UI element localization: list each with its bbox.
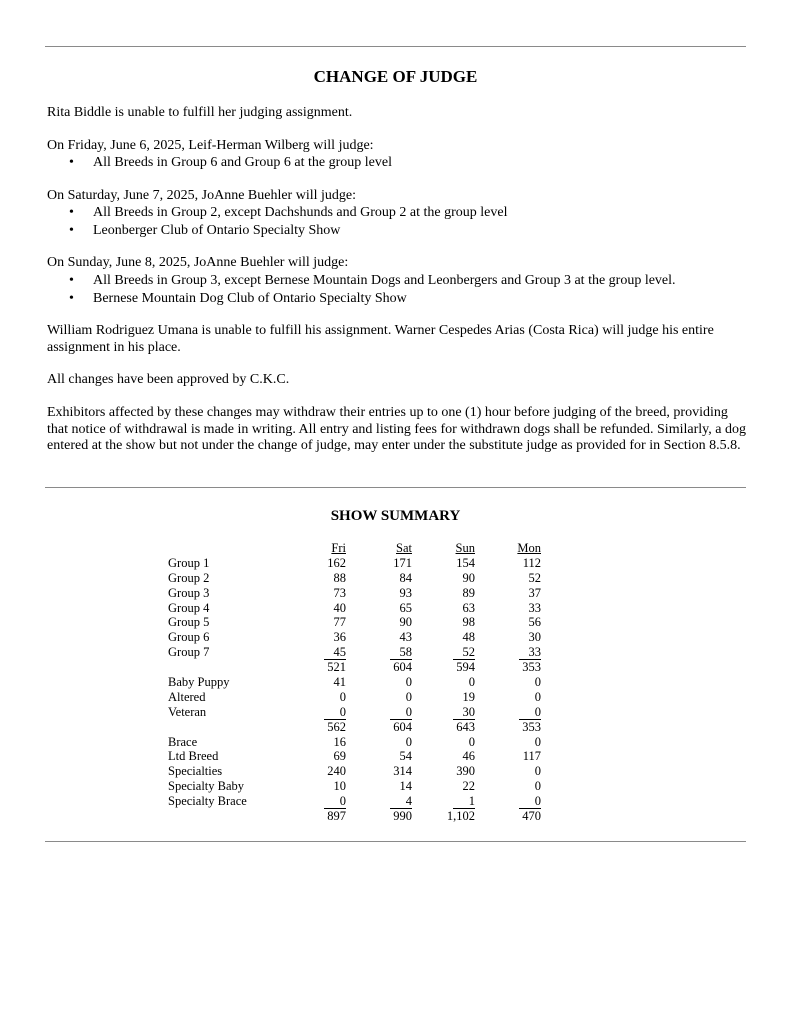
- subtotal-row: [168, 720, 548, 735]
- table-cell: 0: [405, 734, 412, 749]
- table-cell: 0: [324, 795, 346, 809]
- table-cell: 112: [522, 555, 541, 570]
- table-cell: 562: [327, 719, 346, 734]
- table-cell: 314: [393, 764, 412, 779]
- sunday-heading: On Sunday, June 8, 2025, JoAnne Buehler will judge:: [47, 255, 349, 270]
- table-row: [168, 675, 548, 690]
- table-cell: 162: [327, 555, 346, 570]
- table-row: [168, 615, 548, 630]
- table-cell: 36: [333, 630, 346, 645]
- table-cell: 4: [390, 795, 412, 809]
- column-header-fri: Fri: [331, 541, 346, 555]
- row-label: Specialty Brace: [168, 794, 247, 809]
- table-cell: 73: [333, 585, 346, 600]
- row-label: Veteran: [168, 704, 207, 719]
- exhibitors-paragraph: Exhibitors affected by these changes may withdraw their entries up to one (1) hour before judging of the breed, providing that notice of withdrawal is made in writing. All entry and listing fees for withdrawn dogs shall be refunded. Similarly, a dog entered at the show but not under the change of judge, may enter under the substitute judge as provided for in Section 8.5.8.: [47, 405, 746, 453]
- saturday-list: [47, 204, 507, 239]
- table-row: [168, 764, 548, 779]
- table-cell: 594: [456, 660, 475, 675]
- row-label: Group 6: [168, 630, 210, 645]
- table-cell-wrapper: [509, 794, 541, 809]
- table-cell: 0: [339, 689, 346, 704]
- row-label: Altered: [168, 689, 206, 704]
- subtotal-row: [168, 660, 548, 675]
- table-cell: 16: [333, 734, 346, 749]
- table-cell: 46: [462, 749, 475, 764]
- row-label: Group 2: [168, 570, 210, 585]
- table-cell: 19: [462, 689, 475, 704]
- table-cell: 897: [327, 809, 346, 824]
- table-cell: 171: [393, 555, 412, 570]
- table-cell: 240: [327, 764, 346, 779]
- table-row: [168, 749, 548, 764]
- table-cell: 0: [534, 734, 541, 749]
- table-cell: 52: [528, 570, 541, 585]
- table-cell-wrapper: [318, 794, 346, 809]
- table-cell: 14: [399, 779, 412, 794]
- table-cell: 98: [462, 615, 475, 630]
- table-row: [168, 735, 548, 750]
- table-cell: 56: [528, 615, 541, 630]
- list-item: • All Breeds in Group 3, except Bernese Mountain Dogs and Leonbergers and Group 3 at the group level.: [47, 272, 676, 290]
- table-cell: 33: [519, 646, 541, 660]
- table-cell: 93: [399, 585, 412, 600]
- column-header-sun: Sun: [455, 541, 475, 555]
- table-cell: 521: [327, 660, 346, 675]
- table-cell: 54: [399, 749, 412, 764]
- table-cell: 0: [390, 706, 412, 720]
- table-cell-wrapper: [442, 794, 475, 809]
- table-cell: 88: [333, 570, 346, 585]
- table-row: [168, 690, 548, 705]
- sunday-list: [47, 272, 676, 307]
- table-cell: 40: [333, 600, 346, 615]
- table-cell: 65: [399, 600, 412, 615]
- table-cell: 0: [534, 764, 541, 779]
- approval-paragraph: All changes have been approved by C.K.C.: [47, 372, 290, 387]
- table-cell: 0: [534, 675, 541, 690]
- table-row: [168, 645, 548, 660]
- table-cell: 48: [462, 630, 475, 645]
- row-label: Ltd Breed: [168, 749, 219, 764]
- table-cell-wrapper: [442, 645, 475, 660]
- friday-list: [47, 154, 392, 172]
- row-label: Group 5: [168, 615, 210, 630]
- table-row: [168, 556, 548, 571]
- table-cell: 470: [522, 809, 541, 824]
- row-label: Brace: [168, 734, 198, 749]
- list-item: • Leonberger Club of Ontario Specialty Show: [47, 222, 507, 240]
- table-cell: 990: [393, 809, 412, 824]
- table-cell: 154: [456, 555, 475, 570]
- row-label: Group 1: [168, 555, 210, 570]
- table-row: [168, 601, 548, 616]
- summary-rows: [168, 556, 548, 824]
- table-cell: 0: [468, 675, 475, 690]
- table-cell-wrapper: [509, 645, 541, 660]
- table-row: [168, 586, 548, 601]
- table-cell: 89: [462, 585, 475, 600]
- row-label: Specialty Baby: [168, 779, 245, 794]
- table-cell: 0: [519, 795, 541, 809]
- saturday-heading: On Saturday, June 7, 2025, JoAnne Buehler will judge:: [47, 188, 356, 203]
- table-cell-wrapper: [442, 705, 475, 720]
- column-header-mon: Mon: [517, 541, 541, 555]
- table-cell: 604: [393, 660, 412, 675]
- summary-title: SHOW SUMMARY: [330, 508, 461, 524]
- table-cell: 30: [453, 706, 475, 720]
- show-summary-table: [168, 541, 548, 824]
- column-header-sat: Sat: [396, 541, 412, 555]
- table-cell: 353: [522, 660, 541, 675]
- william-paragraph: William Rodriguez Umana is unable to fulfill his assignment. Warner Cespedes Arias (Costa Rica) will judge his entire assignment in his place.: [47, 323, 714, 355]
- friday-heading: On Friday, June 6, 2025, Leif-Herman Wilberg will judge:: [47, 138, 374, 153]
- bottom-divider: [45, 841, 746, 842]
- summary-header-row: [168, 541, 548, 556]
- table-cell-wrapper: [509, 705, 541, 720]
- table-cell: 1,102: [446, 809, 475, 824]
- table-row: [168, 571, 548, 586]
- row-label: Group 3: [168, 585, 210, 600]
- row-label: Baby Puppy: [168, 675, 230, 690]
- table-cell-wrapper: [382, 645, 412, 660]
- list-item: • Bernese Mountain Dog Club of Ontario Specialty Show: [47, 290, 676, 308]
- table-cell: 0: [519, 706, 541, 720]
- table-cell: 84: [399, 570, 412, 585]
- subtotal-row: [168, 809, 548, 824]
- table-cell: 22: [462, 779, 475, 794]
- top-divider: [45, 46, 746, 47]
- table-cell: 90: [462, 570, 475, 585]
- table-cell-wrapper: [382, 794, 412, 809]
- row-label: Group 4: [168, 600, 210, 615]
- table-cell: 10: [333, 779, 346, 794]
- table-cell: 117: [522, 749, 541, 764]
- row-label: Group 7: [168, 645, 210, 660]
- table-cell: 390: [456, 764, 475, 779]
- table-cell: 0: [405, 689, 412, 704]
- row-label: Specialties: [168, 764, 223, 779]
- table-cell-wrapper: [382, 705, 412, 720]
- table-cell: 33: [528, 600, 541, 615]
- table-cell: 41: [333, 675, 346, 690]
- table-cell: 353: [522, 719, 541, 734]
- middle-divider: [45, 487, 746, 488]
- table-cell-wrapper: [318, 705, 346, 720]
- intro-paragraph: Rita Biddle is unable to fulfill her judging assignment.: [47, 105, 353, 120]
- table-cell: 58: [390, 646, 412, 660]
- table-row: [168, 705, 548, 720]
- table-cell: 604: [393, 719, 412, 734]
- page-title: CHANGE OF JUDGE: [313, 67, 478, 86]
- table-row: [168, 794, 548, 809]
- table-cell: 0: [468, 734, 475, 749]
- list-item: • All Breeds in Group 6 and Group 6 at the group level: [47, 154, 392, 172]
- table-cell: 77: [333, 615, 346, 630]
- table-cell: 69: [333, 749, 346, 764]
- table-cell: 1: [453, 795, 475, 809]
- list-item: • All Breeds in Group 2, except Dachshunds and Group 2 at the group level: [47, 204, 507, 222]
- table-cell: 0: [324, 706, 346, 720]
- table-cell: 30: [528, 630, 541, 645]
- table-cell: 0: [534, 779, 541, 794]
- table-cell: 63: [462, 600, 475, 615]
- table-cell: 0: [405, 675, 412, 690]
- table-cell: 45: [324, 646, 346, 660]
- table-cell: 52: [453, 646, 475, 660]
- table-cell: 37: [528, 585, 541, 600]
- table-cell: 643: [456, 719, 475, 734]
- table-row: [168, 779, 548, 794]
- table-row: [168, 630, 548, 645]
- table-cell: 43: [399, 630, 412, 645]
- table-cell: 90: [399, 615, 412, 630]
- table-cell-wrapper: [318, 645, 346, 660]
- table-cell: 0: [534, 689, 541, 704]
